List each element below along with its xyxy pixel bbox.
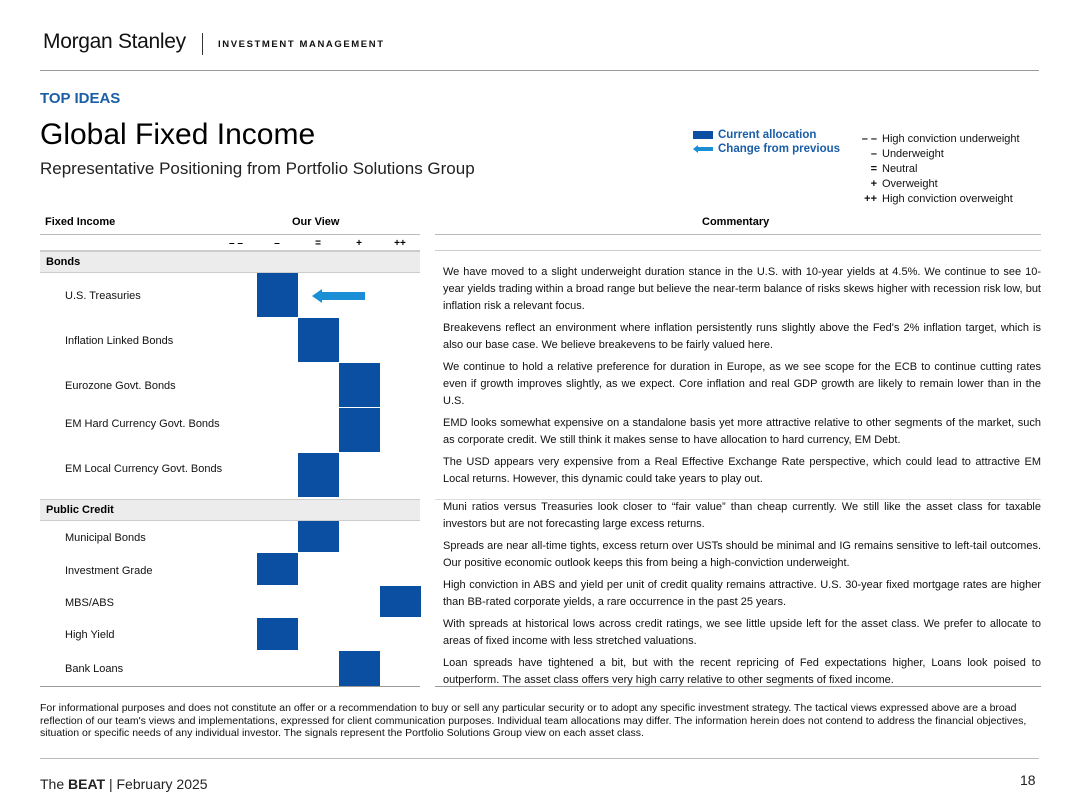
column-header-commentary: Commentary: [702, 216, 770, 228]
allocation-bar: [257, 618, 298, 650]
allocation-bar: [298, 453, 339, 497]
section-label: Public Credit: [46, 504, 114, 516]
allocation-bar: [257, 273, 298, 317]
commentary-text: With spreads at historical lows across credit ratings, we see little upside left for the asset class. We prefer to allocate to areas of fixed income with less stretched valuations.: [443, 618, 1041, 647]
scale-key: [855, 131, 1020, 206]
key-symbol: – –: [861, 132, 877, 145]
scale-symbol: +: [356, 238, 362, 249]
key-row: [855, 131, 1020, 146]
row-label: Inflation Linked Bonds: [65, 335, 174, 347]
header-rule: [40, 70, 1039, 71]
key-label: High conviction underweight: [882, 132, 1020, 145]
legend-current-label: Current allocation: [718, 129, 817, 141]
footer: [40, 776, 208, 792]
change-from-previous-arrow: [312, 288, 366, 304]
division-name: INVESTMENT MANAGEMENT: [218, 39, 385, 50]
key-symbol: –: [870, 147, 877, 160]
page-title: Global Fixed Income: [40, 118, 316, 151]
legend-current: [693, 128, 840, 142]
key-symbol: ++: [864, 192, 877, 205]
disclaimer: For informational purposes and does not constitute an offer or a recommendation to buy or sell any particular security or to adopt any specific investment strategy. The tactical views expressed above are a broad reflection of our team's views and implementations, expressed for client communication purposes. Individual team allocations may differ. The information herein does not contend to address the financial objectives, situation or specific needs of any individual investor. The signals represent the Portfolio Solutions Group view on each asset class.: [40, 702, 1027, 739]
scale-symbol: ++: [394, 238, 406, 249]
row-label: EM Local Currency Govt. Bonds: [65, 463, 223, 475]
commentary-text: Muni ratios versus Treasuries look closer to “fair value” than cheap currently. We still like the asset class for taxable investors but are not forecasting large excess returns.: [443, 501, 1041, 530]
key-label: Underweight: [882, 147, 944, 160]
table-bottom-rule-left: [40, 686, 420, 687]
eyebrow-label: TOP IDEAS: [40, 90, 121, 107]
row-label: Investment Grade: [65, 565, 153, 577]
footer-prefix: The: [40, 776, 69, 792]
column-header-fixed-income: Fixed Income: [45, 216, 116, 228]
allocation-bar: [298, 521, 339, 552]
row-label: MBS/ABS: [65, 597, 114, 609]
section-label: Bonds: [46, 256, 81, 268]
column-header-our-view: Our View: [292, 216, 340, 228]
commentary-text: Breakevens reflect an environment where inflation persistently runs slightly above the Fed's 2% inflation target, which is also our base case. We believe breakevens to be fairly valued here.: [443, 322, 1041, 351]
row-label: U.S. Treasuries: [65, 290, 141, 302]
key-label: High conviction overweight: [882, 192, 1013, 205]
allocation-bar: [380, 586, 421, 617]
key-symbol: =: [870, 162, 877, 175]
allocation-bar: [339, 651, 380, 686]
brand-logo: Morgan Stanley: [43, 30, 186, 53]
legend-change-label: Change from previous: [718, 143, 841, 155]
allocation-bar: [339, 408, 380, 452]
key-label: Neutral: [882, 162, 918, 175]
change-arrow-icon: [693, 145, 713, 153]
key-row: [855, 176, 1020, 191]
key-row: [855, 161, 1020, 176]
section-header-bonds: [40, 251, 420, 273]
section-header-public-credit: [40, 499, 420, 521]
key-row: [855, 191, 1020, 206]
commentary-text: EMD looks somewhat expensive on a standalone basis yet more attractive relative to other segments of the market, such as corporate credit. We still think it makes sense to have allocation to hard currency, EM Debt.: [443, 417, 1041, 446]
scale-rule-right: [435, 250, 1041, 251]
commentary-text: High conviction in ABS and yield per unit of credit quality remains attractive. U.S. 30-year fixed mortgage rates are higher than BB-rated corporate yields, a rare occurrence in the past 25 years.: [443, 579, 1041, 608]
footer-date: | February 2025: [105, 776, 208, 792]
publication-name: BEAT: [68, 776, 106, 792]
footer-rule: [40, 758, 1039, 759]
change-arrow-shape: [312, 289, 365, 303]
scale-symbol: =: [315, 238, 321, 249]
key-symbol: +: [870, 177, 877, 190]
row-label: EM Hard Currency Govt. Bonds: [65, 418, 220, 430]
key-label: Overweight: [882, 177, 938, 190]
scale-symbol: – –: [229, 238, 243, 249]
commentary-text: Spreads are near all-time tights, excess return over USTs should be minimal and IG remains sensitive to left-tail outcomes. Our positive economic outlook keeps this from being a high-conviction underweight.: [443, 540, 1041, 569]
table-bottom-rule-right: [435, 686, 1041, 687]
page-subtitle: Representative Positioning from Portfolio Solutions Group: [40, 159, 475, 178]
header-rule-right: [435, 234, 1041, 235]
row-label: High Yield: [65, 629, 115, 641]
allocation-bar: [298, 318, 339, 362]
row-label: Eurozone Govt. Bonds: [65, 380, 176, 392]
header-rule-left: [40, 234, 420, 235]
commentary-text: The USD appears very expensive from a Real Effective Exchange Rate perspective, which could lead to attractive EM Local returns. However, this dynamic could take years to play out.: [443, 456, 1041, 485]
row-label: Municipal Bonds: [65, 532, 146, 544]
logo-divider: [202, 33, 203, 55]
row-label: Bank Loans: [65, 663, 124, 675]
commentary-text: Loan spreads have tightened a bit, but with the recent repricing of Fed expectations higher, Loans look poised to outperform. The asset class offers very high carry relative to other segments of fixed income.: [443, 657, 1041, 686]
commentary-text: We continue to hold a relative preference for duration in Europe, as we see scope for the ECB to continue cutting rates even if growth improves slightly, as we expect. Core inflation and real GDP growth are likely to remain lower than in the U.S.: [443, 361, 1041, 407]
allocation-bar: [339, 363, 380, 407]
page-number: 18: [1020, 772, 1036, 788]
scale-symbol: –: [274, 238, 280, 249]
allocation-bar: [257, 553, 298, 585]
current-allocation-swatch: [693, 131, 713, 139]
key-row: [855, 146, 1020, 161]
legend: [693, 128, 840, 156]
legend-change: [693, 142, 840, 156]
commentary-text: We have moved to a slight underweight duration stance in the U.S. with 10-year yields at 4.5%. We continue to see 10-year yields trading within a broad range but believe the near-term balance of risks skews higher with recession risk low, but inflation risk a relevant focus.: [443, 266, 1041, 312]
